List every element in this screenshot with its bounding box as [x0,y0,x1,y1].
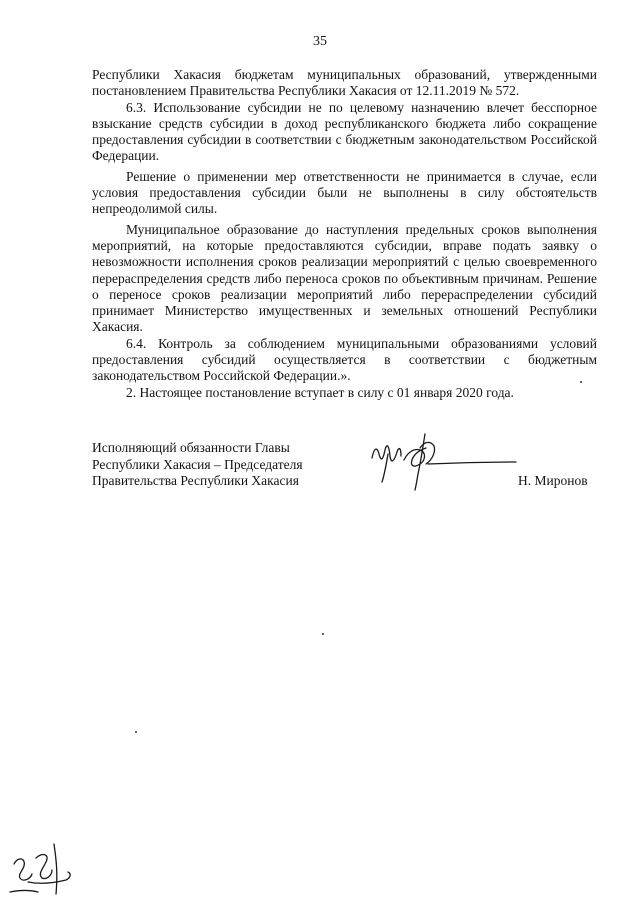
margin-initials-mark [8,840,78,900]
signer-name: Н. Миронов [518,473,588,488]
paragraph-responsibility: Решение о применении мер ответственности не принимается в случае, если условия предоставления субсидии были не выполнены в силу обстоятельств непреодолимой силы. [92,168,597,217]
scan-speck [322,633,324,635]
document-body [92,67,597,401]
paragraph-effective-date: 2. Настоящее постановление вступает в силу с 01 января 2020 года. [126,384,514,400]
page-number: 35 [313,34,327,49]
scan-speck [580,381,582,383]
paragraph-continuation: Республики Хакасия бюджетам муниципальных образований, утвержденными постановлением Правительства Республики Хакасия от 12.11.2019 № 572. [92,67,597,99]
paragraph-6-3: 6.3. Использование субсидии не по целевому назначению влечет бесспорное взыскание средств субсидии в доход республиканского бюджета либо сокращение предоставления субсидии в соответствии с бюджетным законодательством Российской Федерации. [92,99,597,164]
signatory-title-line: Правительства Республики Хакасия [92,473,299,488]
paragraph-municipal: Муниципальное образование до наступления предельных сроков выполнения мероприятий, на которые предоставляются субсидии, вправе подать заявку о невозможности исполнения сроков реализации мероприятий с целью своевременного перераспределения средств либо переноса сроков по объективным причинам. Решение о переносе сроков реализации мероприятий либо перераспределении субсидий принимает Министерство имущественных и земельных отношений Республики Хакасия. [92,221,597,335]
signatory-title [92,440,303,490]
paragraph-6-4: 6.4. Контроль за соблюдением муниципальными образованиями условий предоставления субсидий осуществляется в соответствии с бюджетным законодательством Российской Федерации.». [92,335,597,384]
handwritten-signature [370,432,520,492]
signatory-title-line: Республики Хакасия – Председателя [92,456,303,472]
signatory-title-line: Исполняющий обязанности Главы [92,440,290,455]
scan-speck [135,731,137,733]
